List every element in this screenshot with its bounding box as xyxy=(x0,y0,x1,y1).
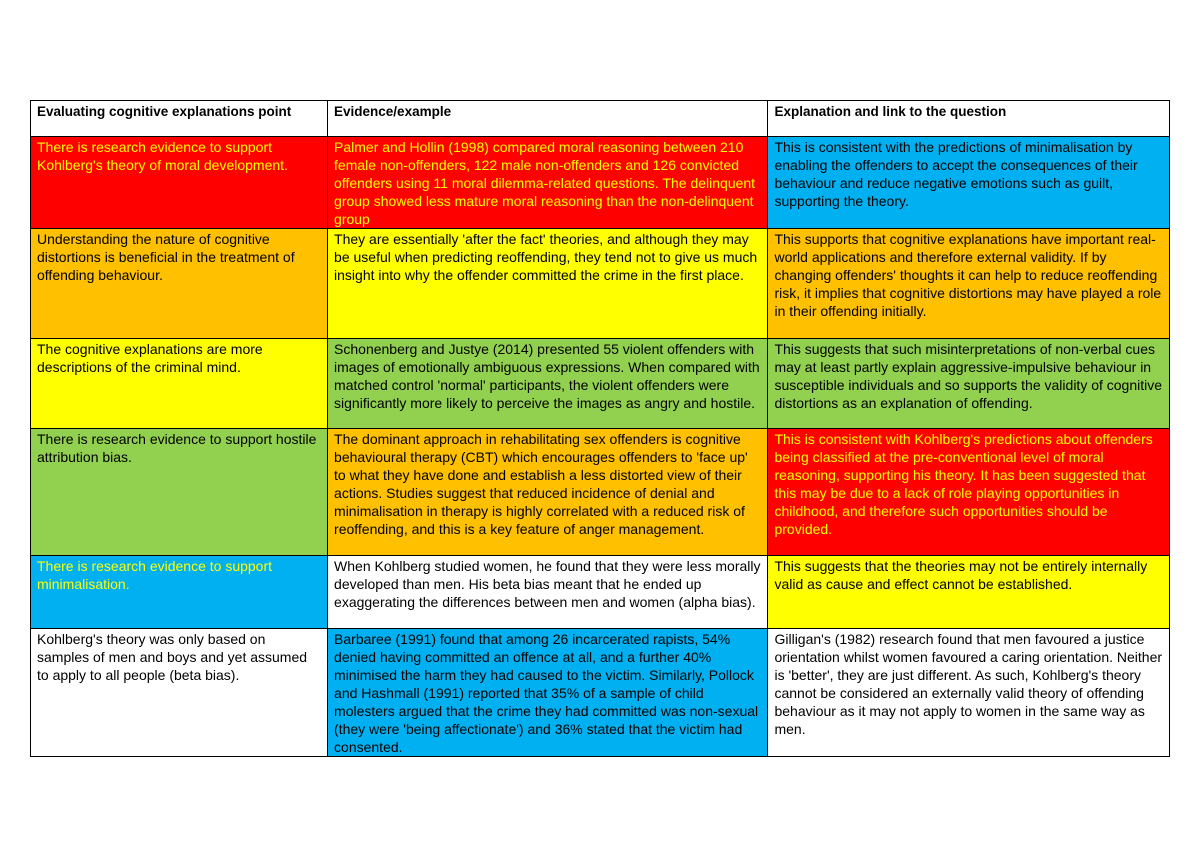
column-header-explanation: Explanation and link to the question xyxy=(768,101,1170,137)
table-cell-evidence: Barbaree (1991) found that among 26 incarcerated rapists, 54% denied having committed an offence at all, and a further 40% minimised the harm they had caused to the victim. Similarly, Pollock and Hashmall (1991) reported that 35% of a sample of child molesters argued that the crime they had committed was non-sexual (they were 'being affectionate') and 36% stated that the victim had consented. xyxy=(328,629,768,757)
table-cell-point: There is research evidence to support hostile attribution bias. xyxy=(31,429,328,556)
table-cell-evidence: They are essentially 'after the fact' theories, and although they may be useful when predicting reoffending, they tend not to give us much insight into why the offender committed the crime in the first place. xyxy=(328,229,768,339)
table-cell-point: Understanding the nature of cognitive distortions is beneficial in the treatment of offending behaviour. xyxy=(31,229,328,339)
table-header-row xyxy=(31,101,1170,137)
column-header-evidence: Evidence/example xyxy=(328,101,768,137)
evaluation-table xyxy=(30,100,1170,757)
table-cell-evidence: The dominant approach in rehabilitating sex offenders is cognitive behavioural therapy (CBT) which encourages offenders to 'face up' to what they have done and establish a less distorted view of their actions. Studies suggest that reduced incidence of denial and minimalisation in therapy is highly correlated with a reduced risk of reoffending, and this is a key feature of anger management. xyxy=(328,429,768,556)
table-cell-explanation: This supports that cognitive explanations have important real-world applications and therefore external validity. If by changing offenders' thoughts it can help to reduce reoffending risk, it implies that cognitive distortions may have played a role in their offending initially. xyxy=(768,229,1170,339)
table-cell-explanation: Gilligan's (1982) research found that men favoured a justice orientation whilst women favoured a caring orientation. Neither is 'better', they are just different. As such, Kohlberg's theory cannot be considered an externally valid theory of offending behaviour as it may not apply to women in the same way as men. xyxy=(768,629,1170,757)
table-cell-point: There is research evidence to support minimalisation. xyxy=(31,556,328,629)
table-row xyxy=(31,229,1170,339)
table-row xyxy=(31,556,1170,629)
table-cell-evidence: When Kohlberg studied women, he found that they were less morally developed than men. His beta bias meant that he ended up exaggerating the differences between men and women (alpha bias). xyxy=(328,556,768,629)
table-row xyxy=(31,629,1170,757)
table-row xyxy=(31,339,1170,429)
table-cell-evidence: Schonenberg and Justye (2014) presented 55 violent offenders with images of emotionally ambiguous expressions. When compared with matched control 'normal' participants, the violent offenders were significantly more likely to perceive the images as angry and hostile. xyxy=(328,339,768,429)
column-header-point: Evaluating cognitive explanations point xyxy=(31,101,328,137)
table-cell-explanation: This suggests that such misinterpretations of non-verbal cues may at least partly explain aggressive-impulsive behaviour in susceptible individuals and so supports the validity of cognitive distortions as an explanation of offending. xyxy=(768,339,1170,429)
table-row xyxy=(31,429,1170,556)
table-cell-point: Kohlberg's theory was only based on samples of men and boys and yet assumed to apply to all people (beta bias). xyxy=(31,629,328,757)
table-cell-evidence: Palmer and Hollin (1998) compared moral reasoning between 210 female non-offenders, 122 male non-offenders and 126 convicted offenders using 11 moral dilemma-related questions. The delinquent group showed less mature moral reasoning than the non-delinquent group xyxy=(328,137,768,229)
table-cell-explanation: This is consistent with Kohlberg's predictions about offenders being classified at the pre-conventional level of moral reasoning, supporting his theory. It has been suggested that this may be due to a lack of role playing opportunities in childhood, and therefore such opportunities should be provided. xyxy=(768,429,1170,556)
table-cell-explanation: This suggests that the theories may not be entirely internally valid as cause and effect cannot be established. xyxy=(768,556,1170,629)
table-row xyxy=(31,137,1170,229)
table-cell-point: The cognitive explanations are more descriptions of the criminal mind. xyxy=(31,339,328,429)
table-cell-explanation: This is consistent with the predictions of minimalisation by enabling the offenders to accept the consequences of their behaviour and reduce negative emotions such as guilt, supporting the theory. xyxy=(768,137,1170,229)
table-cell-point: There is research evidence to support Kohlberg's theory of moral development. xyxy=(31,137,328,229)
